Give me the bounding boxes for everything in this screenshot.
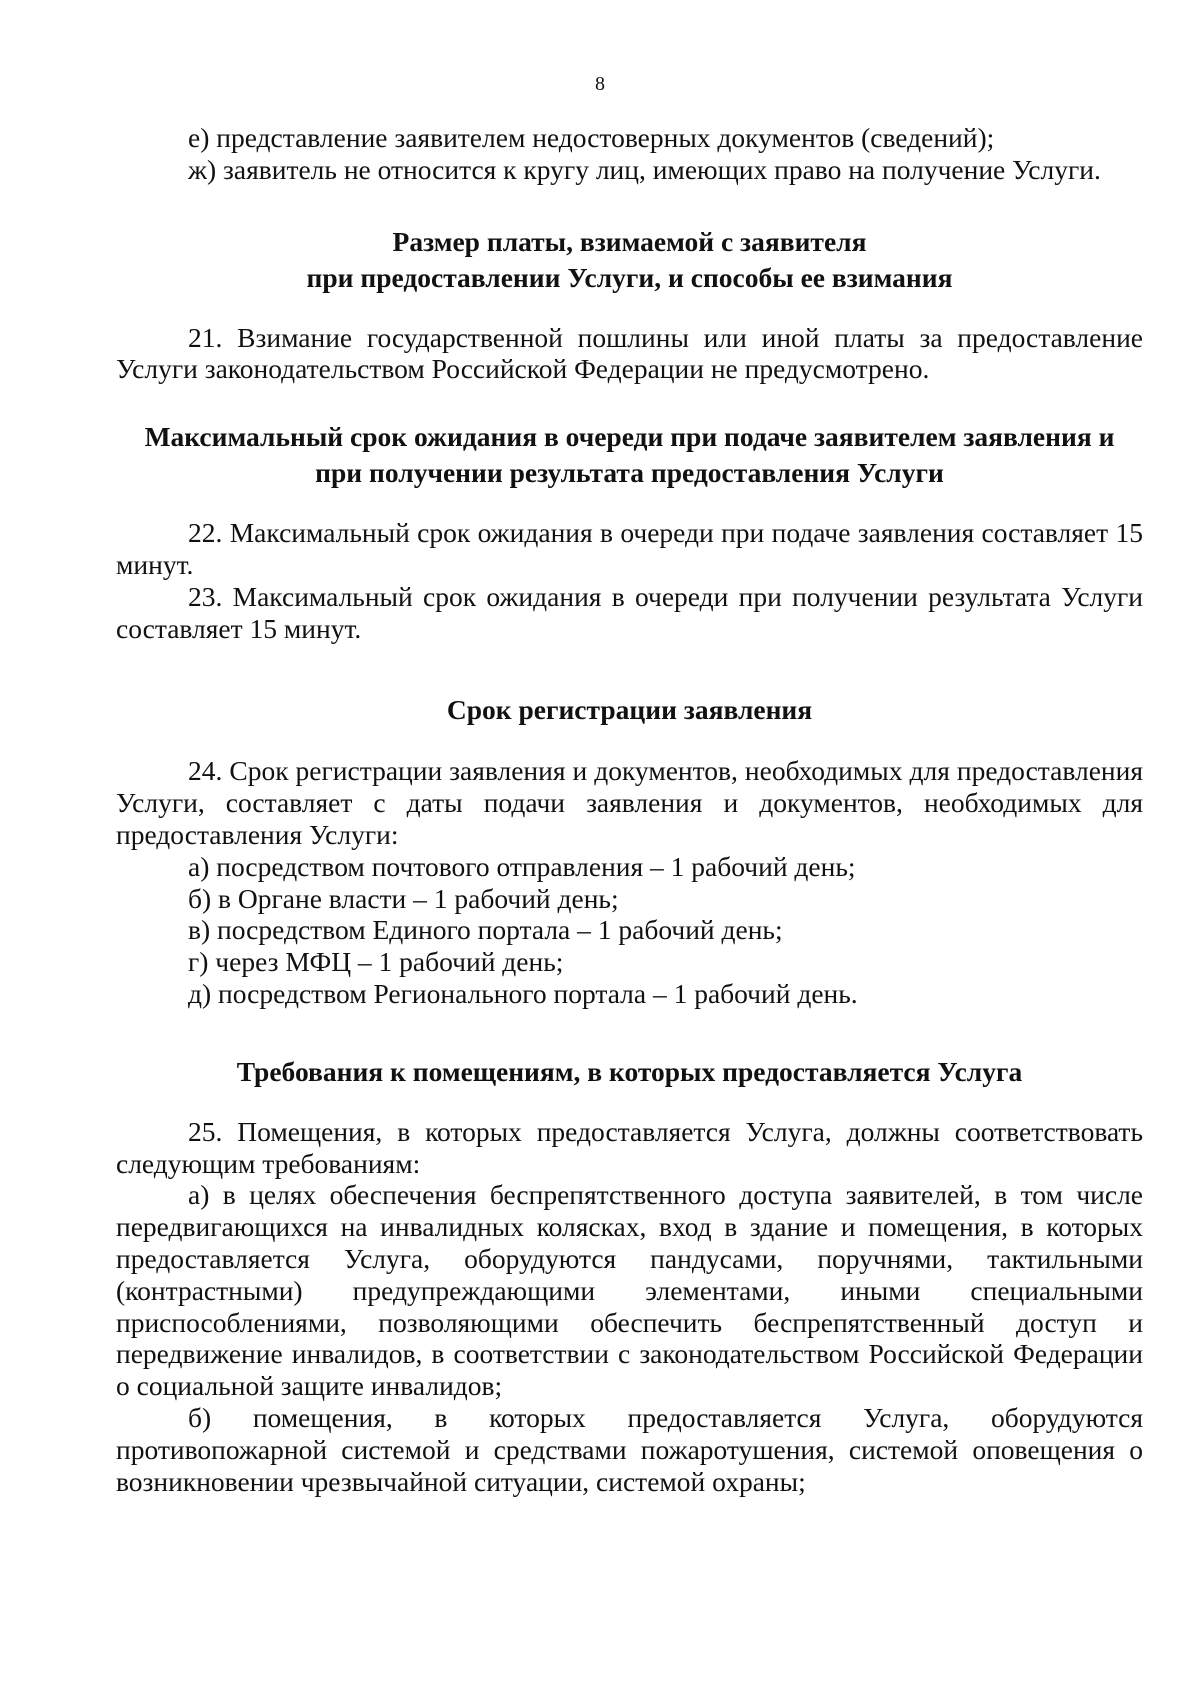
registration-item-a: а) посредством почтового отправления – 1 рабочий день; (188, 850, 856, 882)
registration-item-g: г) через МФЦ – 1 рабочий день; (188, 946, 564, 978)
registration-item-b: б) в Органе власти – 1 рабочий день; (188, 882, 619, 914)
heading-queue-line1: Максимальный срок ожидания в очереди при подаче заявителем заявления и (144, 421, 1115, 453)
registration-item-d: д) посредством Регионального портала – 1 рабочий день. (188, 977, 858, 1009)
list-item-zh: ж) заявитель не относится к кругу лиц, имеющих право на получение Услуги. (188, 153, 1101, 185)
heading-registration: Срок регистрации заявления (446, 694, 813, 726)
page-number: 8 (595, 73, 605, 95)
registration-item-v: в) посредством Единого портала – 1 рабочий день; (188, 914, 783, 946)
heading-fee-line2: при предоставлении Услуги, и способы ее взимания (306, 261, 953, 293)
heading-fee-line1: Размер платы, взимаемой с заявителя (392, 225, 867, 257)
premises-item-b: б) помещения, в которых предоставляется Услуга, оборудуются противопожарной системой и средствами пожаротушения, системой оповещения о возникновении чрезвычайной ситуации, системой охраны; (116, 1401, 1143, 1497)
paragraph-23: 23. Максимальный срок ожидания в очереди при получении результата Услуги составляет 15 минут. (116, 580, 1143, 644)
paragraph-21: 21. Взимание государственной пошлины или иной платы за предоставление Услуги законодательством Российской Федерации не предусмотрено. (116, 321, 1143, 385)
paragraph-24: 24. Срок регистрации заявления и документов, необходимых для предоставления Услуги, составляет с даты подачи заявления и документов, необходимых для предоставления Услуги: (116, 755, 1143, 850)
premises-item-a: а) в целях обеспечения беспрепятственного доступа заявителей, в том числе передвигающихся на инвалидных колясках, вход в здание и помещения, в которых предоставляется Услуга, оборудуются пандусами, поручнями, тактильными (контрастными) предупреждающими элементами, иными специальными приспособлениями, позволяющими обеспечить беспрепятственный доступ и передвижение инвалидов, в соответствии с законодательством Российской Федерации о социальной защите инвалидов; (116, 1179, 1143, 1402)
paragraph-22: 22. Максимальный срок ожидания в очереди при подаче заявления составляет 15 минут. (116, 517, 1143, 580)
heading-premises: Требования к помещениям, в которых предоставляется Услуга (236, 1055, 1023, 1087)
paragraph-25: 25. Помещения, в которых предоставляется Услуга, должны соответствовать следующим требованиям: (116, 1115, 1143, 1179)
list-item-e: е) представление заявителем недостоверных документов (сведений); (188, 122, 995, 153)
page-content (116, 122, 1143, 1497)
heading-queue-line2: при получении результата предоставления Услуги (315, 457, 944, 489)
